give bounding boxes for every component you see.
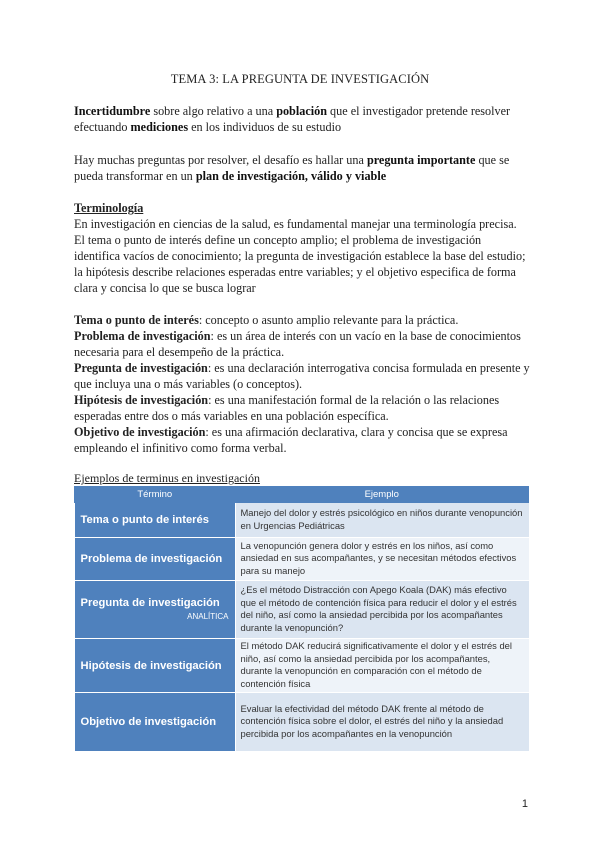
definition-item: [74, 424, 530, 456]
term-label: Pregunta de investigación: [80, 596, 220, 609]
intro-bold-4: pregunta importante: [366, 153, 476, 167]
terminology-heading: Terminología: [74, 201, 144, 215]
table-cell-example: Evaluar la efectividad del método DAK frente al método de contención física sobre el dolor, el estrés del niño y la ansiedad percibida por los acompañantes en la venopunción: [235, 693, 529, 751]
table-cell-term: [75, 639, 236, 693]
table-header-example: Ejemplo: [235, 487, 529, 503]
intro-text-3: en los individuos de su estudio: [188, 120, 342, 134]
table-cell-example: El método DAK reducirá significativamente el dolor y el estrés del niño, así como la ansiedad percibida por los acompañantes, durante la venopunción en comparación con el método de contención física: [235, 639, 529, 693]
term-label: Problema de investigación: [80, 553, 223, 565]
table-row: [75, 639, 529, 693]
table-header-row: [75, 487, 529, 503]
term-label: Hipótesis de investigación: [80, 659, 222, 672]
table-cell-term: [75, 693, 236, 751]
table-cell-term: [75, 538, 236, 581]
table-row: [75, 581, 529, 639]
table-row: [75, 503, 529, 538]
intro-bold-3: mediciones: [130, 120, 189, 134]
definition-text: : es una afirmación declarativa, clara y concisa que se expresa empleando el infinitivo como forma verbal.: [74, 425, 508, 455]
intro-text-1: sobre algo relativo a una: [150, 104, 277, 118]
definition-text: : es un área de interés con un vacío en la base de conocimientos necesaria para el desempeño de la práctica.: [74, 329, 521, 359]
term-label: Objetivo de investigación: [80, 715, 217, 728]
table-header-term: Término: [75, 487, 236, 503]
intro-text-4: Hay muchas preguntas por resolver, el desafío es hallar una: [74, 153, 367, 167]
definition-item: [74, 312, 530, 328]
page-title: TEMA 3: LA PREGUNTA DE INVESTIGACIÓN: [170, 72, 430, 86]
table-row: [75, 538, 529, 581]
page-number: 1: [521, 798, 528, 810]
intro-bold-2: población: [276, 104, 327, 118]
table-cell-term: [75, 581, 236, 639]
term-note: ANALÍTICA: [187, 611, 229, 621]
definition-text: : concepto o asunto amplio relevante para la práctica.: [198, 313, 459, 327]
definition-item: [74, 328, 530, 360]
table-cell-example: Manejo del dolor y estrés psicológico en niños durante venopunción en Urgencias Pediátricas: [235, 503, 529, 538]
table-cell-example: ¿Es el método Distracción con Apego Koala (DAK) más efectivo que el método de contención física para reducir el dolor y el estrés del niño, así como la ansiedad percibida por los acompañantes durante la venopunción?: [235, 581, 529, 639]
terminology-section: [74, 200, 530, 296]
table-caption: Ejemplos de terminus en investigación: [74, 471, 260, 485]
table-row: [75, 693, 529, 751]
definition-term: Hipótesis de investigación: [74, 393, 209, 407]
definition-term: Tema o punto de interés: [74, 313, 199, 327]
definition-item: [74, 360, 530, 392]
definition-text: : es una declaración interrogativa concisa formulada en presente y que incluya una o más variables (o conceptos).: [74, 361, 530, 391]
table-cell-example: La venopunción genera dolor y estrés en los niños, así como ansiedad en sus acompañantes, y se necesitan métodos efectivos para su manejo: [235, 538, 529, 581]
intro-bold-5: plan de investigación, válido y viable: [195, 169, 387, 183]
terminology-text: En investigación en ciencias de la salud, es fundamental manejar una terminología precisa. El tema o punto de interés define un concepto amplio; el problema de investigación identifica vacíos de conocimiento; la pregunta de investigación establece la base del estudio; la hipótesis describe relaciones esperadas entre variables; y el objetivo especifica de forma clara y concisa lo que se busca lograr: [74, 217, 526, 295]
table-cell-term: [75, 503, 236, 538]
intro-bold-1: Incertidumbre: [74, 104, 151, 118]
intro-text-5: que se pueda transformar en un: [74, 153, 510, 183]
intro-text-2: que el investigador pretende resolver efectuando: [74, 104, 511, 134]
definition-term: Pregunta de investigación: [74, 361, 208, 375]
intro-paragraph-1: [74, 103, 530, 135]
term-label: Tema o punto de interés: [80, 514, 209, 526]
definition-text: : es una manifestación formal de la relación o las relaciones esperadas entre dos o más variables en una población específica.: [74, 393, 500, 423]
definition-item: [74, 392, 530, 424]
definition-term: Problema de investigación: [74, 329, 211, 343]
intro-paragraph-2: [74, 152, 530, 184]
terms-table: [74, 486, 529, 751]
definitions-list: [74, 312, 530, 456]
definition-term: Objetivo de investigación: [74, 425, 206, 439]
